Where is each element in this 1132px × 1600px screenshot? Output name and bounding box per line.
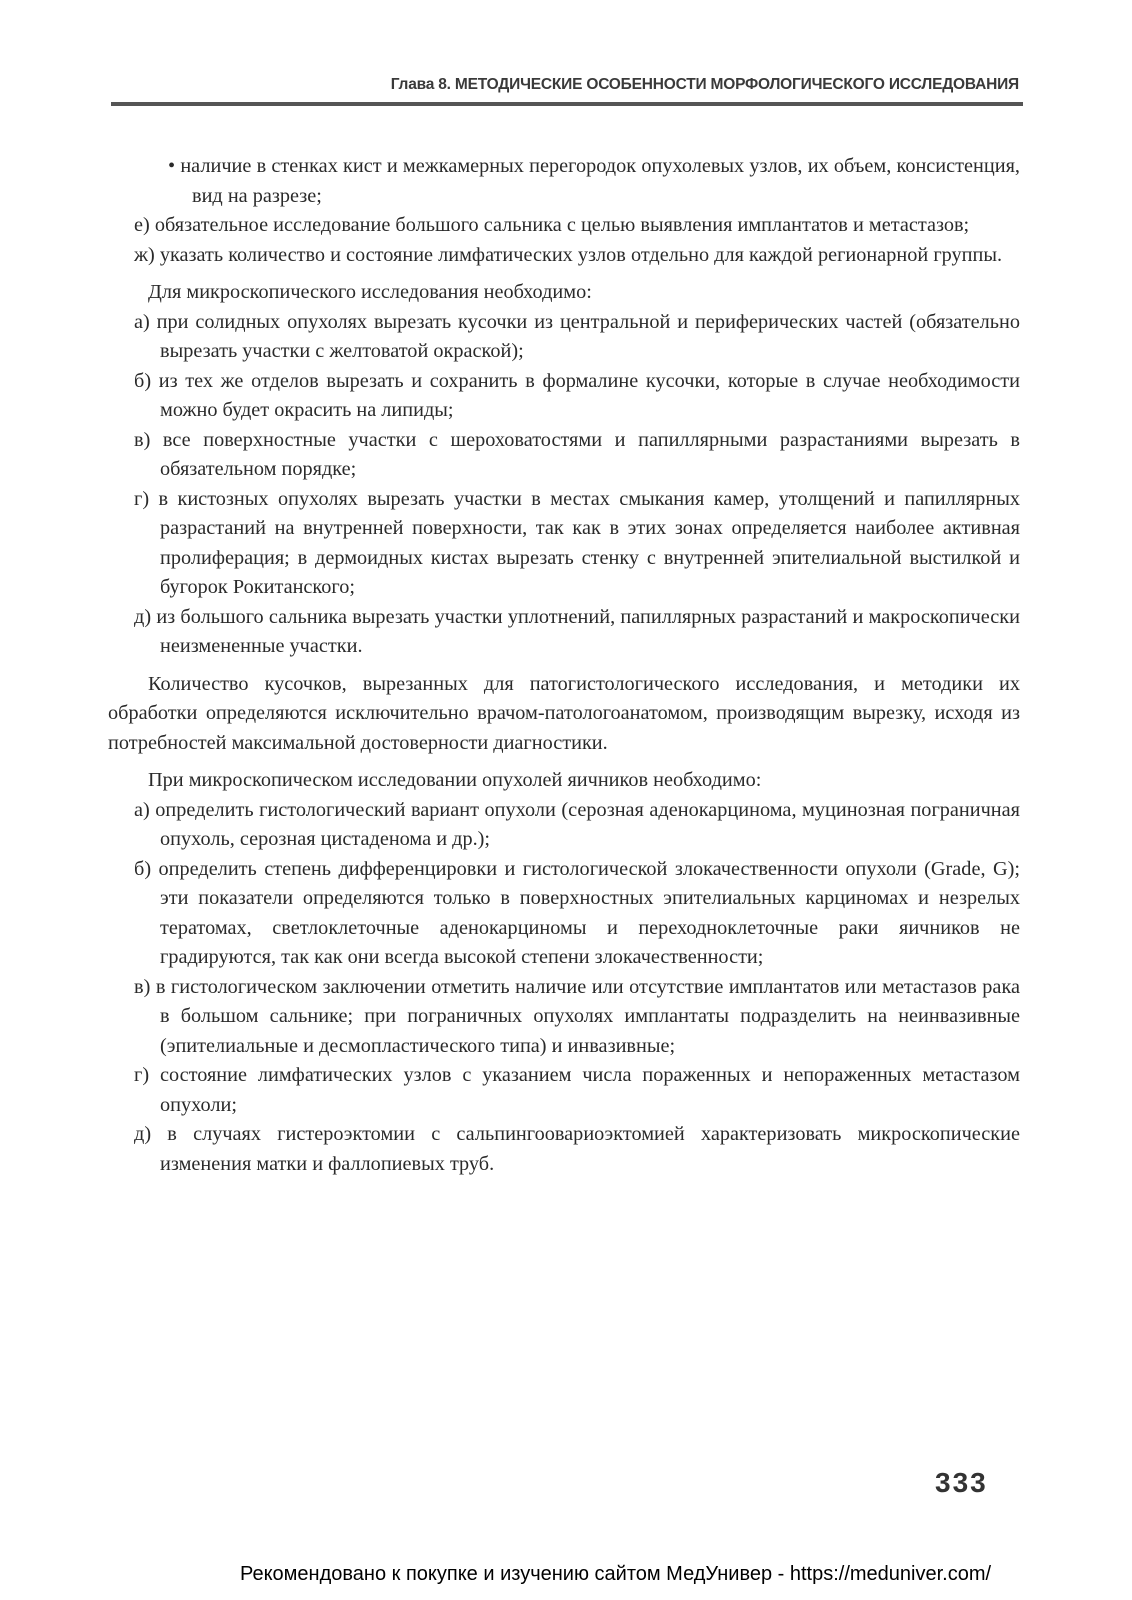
list-item: • наличие в стенках кист и межкамерных перегородок опухолевых узлов, их объем, консистенция, вид на разрезе; [168, 155, 1020, 207]
paragraph: При микроскопическом исследовании опухолей яичников необходимо: [148, 769, 762, 791]
paragraph: Количество кусочков, вырезанных для патогистологического исследования, и методики их обработки определяются исключительно врачом-патологоанатомом, производящим вырезку, исходя из потребностей максимальной достоверности диагностики. [108, 672, 1020, 754]
list-item: г) состояние лимфатических узлов с указанием числа пораженных и непораженных метастазом опухоли; [134, 1064, 1020, 1116]
list-item: г) в кистозных опухолях вырезать участки в местах смыкания камер, утолщений и папиллярных разрастаний на внутренней поверхности, так как в этих зонах определяется наиболее активная пролиферация; в дермоидных кистах вырезать стенку с внутренней эпителиальной выстилкой и бугорок Рокитанского; [134, 487, 1020, 598]
chapter-heading [391, 76, 1019, 93]
list-item: б) из тех же отделов вырезать и сохранить в формалине кусочки, которые в случае необходимости можно будет окрасить на липиды; [134, 369, 1020, 421]
chapter-title: МЕТОДИЧЕСКИЕ ОСОБЕННОСТИ МОРФОЛОГИЧЕСКОГО ИССЛЕДОВАНИЯ [454, 76, 1019, 93]
page-body [108, 152, 1020, 1179]
list-item: а) определить гистологический вариант опухоли (серозная аденокарцинома, муцинозная пограничная опухоль, серозная цистаденома и др.); [134, 798, 1020, 850]
chapter-label: Глава 8. [390, 76, 451, 93]
list-item: е) обязательное исследование большого сальника с целью выявления имплантатов и метастазов; [134, 214, 970, 236]
list-item: б) определить степень дифференцировки и гистологической злокачественности опухоли (Grade, G); эти показатели определяются только в поверхностных эпителиальных карциномах и незрелых тератомах, светлоклеточные аденокарциномы и переходноклеточные раки яичников не градируются, так как они всегда высокой степени злокачественности; [134, 857, 1020, 968]
list-item: а) при солидных опухолях вырезать кусочки из центральной и периферических частей (обязательно вырезать участки с желтоватой окраской); [134, 310, 1020, 362]
running-header [111, 68, 1023, 106]
list-item: ж) указать количество и состояние лимфатических узлов отдельно для каждой регионарной группы. [134, 243, 1003, 266]
page-number: 333 [935, 1467, 988, 1498]
list-item: д) в случаях гистероэктомии с сальпингоовариоэктомией характеризовать микроскопические изменения матки и фаллопиевых труб. [134, 1123, 1020, 1175]
paragraph: Для микроскопического исследования необходимо: [148, 281, 592, 303]
footer-note: Рекомендовано к покупке и изучению сайтом МедУнивер - https://meduniver.com/ [240, 1563, 992, 1585]
list-item: в) в гистологическом заключении отметить наличие или отсутствие имплантатов или метастазов рака в большом сальнике; при пограничных опухолях имплантаты подразделить на неинвазивные (эпителиальные и десмопластического типа) и инвазивные; [134, 975, 1020, 1057]
list-item: в) все поверхностные участки с шероховатостями и папиллярными разрастаниями вырезать в обязательном порядке; [134, 428, 1020, 480]
list-item: д) из большого сальника вырезать участки уплотнений, папиллярных разрастаний и макроскопически неизмененные участки. [134, 605, 1020, 657]
